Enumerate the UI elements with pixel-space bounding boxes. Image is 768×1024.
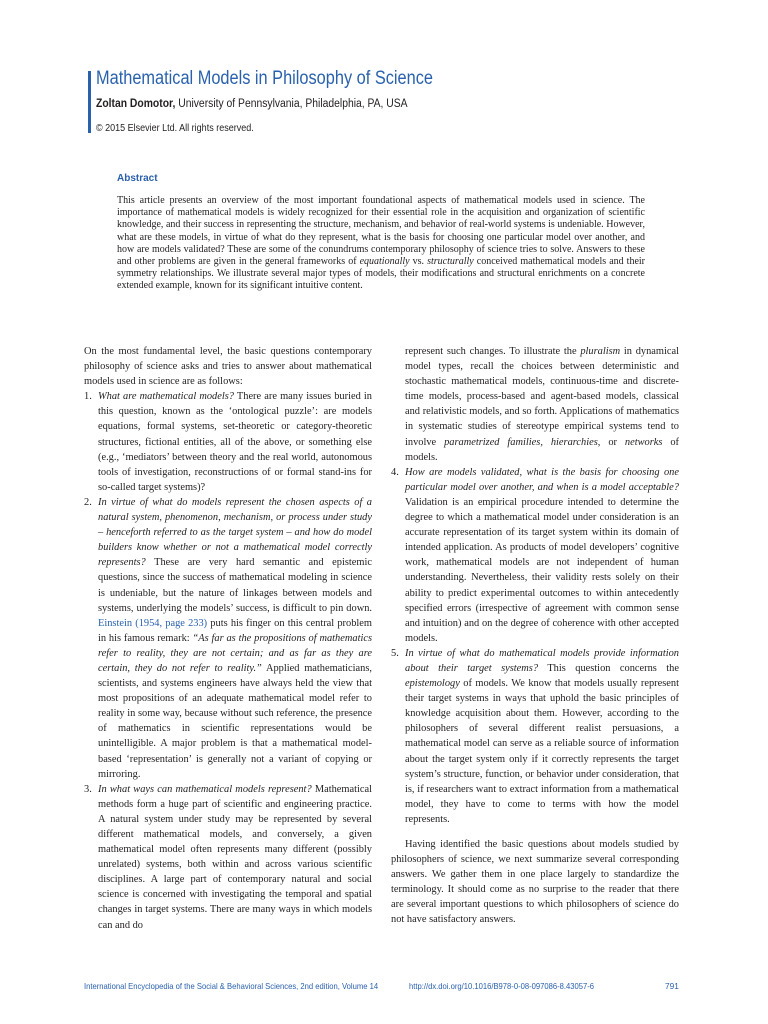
right-column — [391, 344, 679, 928]
page-number: 791 — [665, 981, 679, 991]
list-item-5: 5. In virtue of what do mathematical models provide information about their target systems? This question concerns the epistemology of models. We know that models usually represent their target systems in ways that uphold the basic principles of knowledge acquisition about them. However, according to the philosophers of several different realist persuasions, a mathematical model can serve as a reliable source of information about the target system only if it correctly represents the target system’s structure, function, or behavior under consideration, that is, if researchers want to extract information from a mathematical model, they have to come to terms with how the model represents. — [391, 647, 679, 825]
abstract-heading: Abstract — [117, 173, 158, 184]
header-accent-bar — [88, 71, 91, 133]
footer-journal: International Encyclopedia of the Social & Behavioral Sciences, 2nd edition, Volume 14 — [84, 981, 379, 991]
list-item-4: 4. How are models validated, what is the basis for choosing one particular model over another, and when is a model acceptable? Validation is an empirical procedure intended to determine the degree to which a mathematical model under consideration is an accurate representation of its target system within its domain of intended application. As products of model developers’ cognitive work, mathematical models are not independent of human understanding. Nevertheless, their validity rests solely on their ability to predict experimental outcomes to within antecedently specified errors (irrespective of agreement with common sense and intuition) and on the degree of coherence with other accepted models. — [391, 466, 679, 644]
question-list-left — [84, 389, 372, 932]
intro-paragraph: On the most fundamental level, the basic questions contemporary philosophy of science asks and tries to answer about mathematical models used in science are as follows: — [84, 346, 372, 388]
einstein-quote: “As far as the propositions of mathematics refer to reality, they are not certain; and as far as they are certain, they do not refer to reality.” — [98, 632, 372, 674]
list-item-2: 2. In virtue of what do models represent the chosen aspects of a natural system, phenomenon, mechanism, or process under study – henceforth referred to as the target system – and how do model builders know whether or not a mathematical model correctly represents? These are very hard semantic and epistemic questions, since the success of mathematical modeling in science is undeniable, but the nature of linkages between models and systems, underlying the models’ success, is difficult to pin down. Einstein (1954, page 233) puts his finger on this central problem in his famous remark: “As far as the propositions of mathematics refer to reality, they are not certain; and as far as they are certain, they do not refer to reality.” Applied mathematicians, scientists, and systems engineers have always held the view that most propositions of an adequate mathematical model refer to reality in some way, because without such reference, the presence of mathematics in scientific representations would be unintelligible. A major problem is that a mathematical model-based ‘representation’ is generally not a variant of copying or mirroring. — [84, 496, 372, 780]
author-name: Zoltan Domotor, — [96, 98, 176, 110]
closing-paragraph: Having identified the basic questions about models studied by philosophers of science, we next summarize several corresponding answers. We gather them in one place largely to standardize the terminology. It should come as no surprise to the reader that there are several important questions to which philosophers of science do not have satisfactory answers. — [391, 839, 679, 926]
list-item-3-continued: represent such changes. To illustrate the pluralism in dynamical model types, recall the choices between deterministic and stochastic mathematical models, continuous-time and discrete-time models, process-based and agent-based models, classical and relativistic models, and so forth. Applications of mathematics in systematic studies of stereotype empirical systems tend to involve parametrized families, hierarchies, or networks of models. — [405, 346, 679, 463]
footer-doi-link[interactable]: http://dx.doi.org/10.1016/B978-0-08-097086-8.43057-6 — [409, 981, 595, 991]
author-affiliation: University of Pennsylvania, Philadelphia, PA, USA — [175, 98, 408, 110]
article-title: Mathematical Models in Philosophy of Science — [96, 68, 433, 89]
author-line — [96, 98, 408, 110]
left-column — [84, 344, 372, 933]
citation-link[interactable]: Einstein (1954, page 233) — [98, 617, 208, 629]
question-list-right — [391, 465, 679, 827]
list-item-1: 1. What are mathematical models? There are many issues buried in this question, known as the ‘ontological puzzle’: are models equations, formal systems, set-theoretic or category-theoretic structures, fictional entities, all of the above, or something else (e.g., ‘mediators’ between theory and the real world, autonomous tools of investigation, reconstructions of or formal stand-ins for so-called target systems)? — [84, 391, 372, 493]
list-item-3: 3. In what ways can mathematical models represent? Mathematical methods form a huge part of scientific and engineering practice. A natural system under study may be represented by several different mathematical models, and conversely, a given mathematical model often represents many different (possibly unrelated) systems, both within and across various scientific disciplines. A large part of contemporary natural and social science is concerned with investigating the temporal and spatial changes in target systems. There are many ways in which models can and do — [84, 783, 372, 931]
copyright-notice: © 2015 Elsevier Ltd. All rights reserved. — [96, 123, 254, 134]
abstract-text: This article presents an overview of the most important foundational aspects of mathematical models used in science. The importance of mathematical models is widely recognized for their essential role in the acquisition and organization of scientific knowledge, and their success in representing the structure, mechanism, and behavior of real-world systems is undeniable. However, what are these models, in virtue of what do they represent, what is the basis for choosing one particular model over another, and how are models validated? These are some of the conundrums contemporary philosophy of science tries to solve. Answers to these and other problems are given in the general frameworks of equationally vs. structurally conceived mathematical models and their symmetry relationships. We illustrate several major types of models, their modifications and structural enrichments on a concrete extended example, known for its significant intuitive content. — [117, 195, 645, 292]
